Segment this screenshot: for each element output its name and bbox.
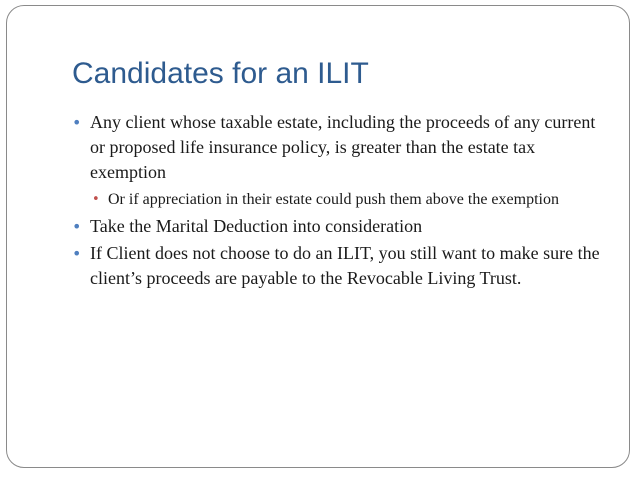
bullet-text: If Client does not choose to do an ILIT, you still want to make sure the client’s proceeds are payable to the Revocable Living Trust. (90, 243, 600, 288)
bullet-item (72, 214, 607, 239)
bullet-dot-icon: • (72, 217, 82, 236)
bullet-item (72, 241, 607, 291)
bullet-list (72, 110, 607, 293)
bullet-text: Take the Marital Deduction into consideration (90, 216, 423, 236)
sub-bullet-list (90, 188, 607, 212)
sub-bullet-text: Or if appreciation in their estate could push them above the exemption (108, 191, 559, 208)
sub-bullet-dot-icon: • (92, 192, 100, 207)
bullet-text: Any client whose taxable estate, including the proceeds of any current or proposed life insurance policy, is greater than the estate tax exemption (90, 112, 596, 182)
sub-bullet-item (90, 188, 607, 212)
bullet-item (72, 110, 607, 212)
bullet-dot-icon: • (72, 244, 82, 263)
bullet-dot-icon: • (72, 113, 82, 132)
slide-title: Candidates for an ILIT (72, 57, 369, 90)
